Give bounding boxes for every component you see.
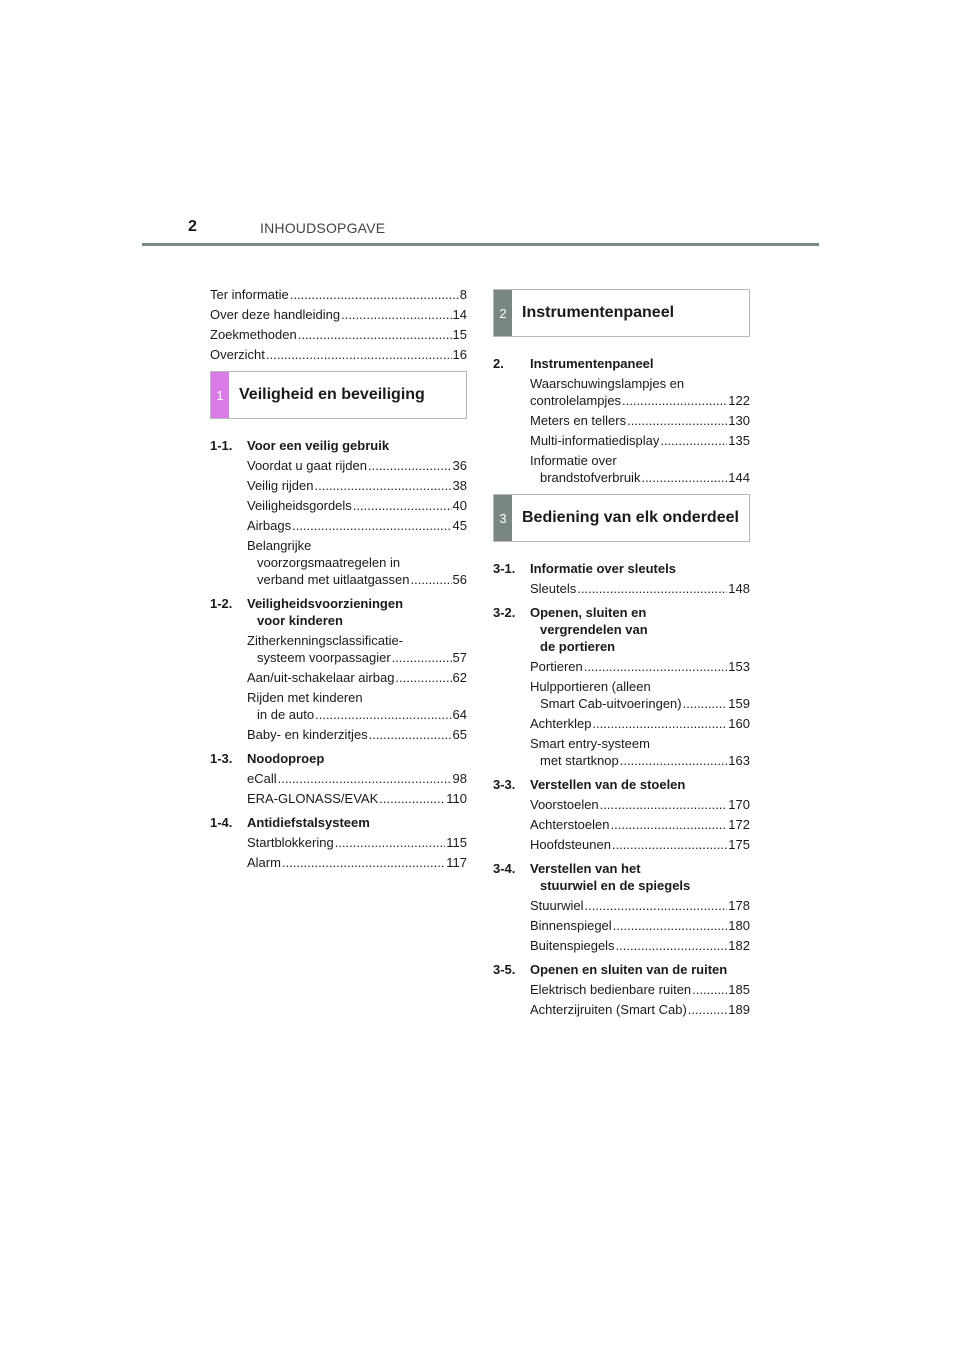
section-title: Instrumentenpaneel [522, 304, 675, 321]
toc-entry[interactable] [210, 347, 467, 367]
toc-entry[interactable]: Achterstoelen ..... 172 [530, 816, 750, 833]
header-rule [142, 243, 819, 246]
group-number: 1-1. [210, 438, 233, 453]
toc-entry[interactable]: Voorstoelen ..... 170 [530, 796, 750, 813]
group-title[interactable]: Veiligheidsvoorzieningen voor kinderen [247, 596, 404, 628]
toc-group: 3-5. Openen en sluiten van de ruiten Elektrisch bedienbare ruiten ..... 185 Achterzijruiten (Smart Cab) ..... 189 [493, 961, 750, 1018]
page-number: 2 [188, 218, 197, 235]
toc-entry[interactable]: Binnenspiegel ..... 180 [530, 917, 750, 934]
toc-entry[interactable]: Rijden met kinderen in de auto ..... 64 [247, 689, 467, 723]
section-header-1[interactable] [210, 371, 467, 419]
toc-entry[interactable]: Startblokkering ..... 115 [247, 834, 467, 851]
group-title[interactable]: Antidiefstalsysteem [247, 815, 370, 830]
section-title: Bediening van elk onderdeel [522, 509, 739, 526]
toc-group: 3-2. Openen, sluiten en vergrendelen van de portieren Portieren ..... 153 Hulpportieren (alleen Smart Cab-uitvoeringen) ..... 159 Achterklep ..... 160 Smart entry-systeem met startknop ..... 163 [493, 604, 750, 769]
toc-entry[interactable]: Hulpportieren (alleen Smart Cab-uitvoeringen) ..... 159 [530, 678, 750, 712]
toc-entry[interactable]: Stuurwiel ..... 178 [530, 897, 750, 914]
entry-page: 8 [459, 287, 467, 302]
toc-entry[interactable]: eCall ..... 98 [247, 770, 467, 787]
toc-group: 1-4. Antidiefstalsysteem Startblokkering ..... 115 Alarm ..... 117 [210, 814, 467, 871]
toc-entry[interactable]: Informatie over brandstofverbruik ..... 144 [530, 452, 750, 486]
section-tab: 1 [211, 372, 229, 418]
toc-entry[interactable] [210, 287, 467, 307]
group-title[interactable]: Voor een veilig gebruik [247, 438, 390, 453]
toc-entry[interactable]: Belangrijke voorzorgsmaatregelen in verband met uitlaatgassen ..... 56 [247, 537, 467, 588]
toc-group: 3-1. Informatie over sleutels Sleutels ..... 148 [493, 560, 750, 597]
group-title[interactable]: Openen en sluiten van de ruiten [530, 962, 728, 977]
toc-group: 1-2. Veiligheidsvoorzieningen voor kinderen Zitherkenningsclassificatie- systeem voorpassagier ..... 57 Aan/uit-schakelaar airbag ..... 62 Rijden met kinderen in de auto ..... 64 Baby- en kinderzitjes ..... 65 [210, 595, 467, 743]
toc-entry[interactable]: Meters en tellers ..... 130 [530, 412, 750, 429]
toc-entry[interactable]: Veilig rijden ..... 38 [247, 477, 467, 494]
entry-page: 15 [452, 327, 467, 342]
group-title[interactable]: Verstellen van de stoelen [530, 777, 686, 792]
toc-entry[interactable]: Voordat u gaat rijden ..... 36 [247, 457, 467, 474]
page-title: INHOUDSOPGAVE [260, 220, 386, 236]
toc-entry[interactable]: Baby- en kinderzitjes ..... 65 [247, 726, 467, 743]
toc-entry[interactable]: Elektrisch bedienbare ruiten ..... 185 [530, 981, 750, 998]
entry-page: 14 [452, 307, 467, 322]
group-title[interactable]: Noodoproep [247, 751, 325, 766]
toc-entry[interactable]: Airbags ..... 45 [247, 517, 467, 534]
toc-entry[interactable]: Sleutels ..... 148 [530, 580, 750, 597]
toc-entry[interactable] [210, 307, 467, 327]
group-title[interactable]: Informatie over sleutels [530, 561, 676, 576]
toc-entry[interactable]: Aan/uit-schakelaar airbag ..... 62 [247, 669, 467, 686]
toc-entry[interactable]: Waarschuwingslampjes en controlelampjes ..... 122 [530, 375, 750, 409]
toc-entry[interactable]: Alarm ..... 117 [247, 854, 467, 871]
toc-entry[interactable]: Portieren ..... 153 [530, 658, 750, 675]
section-tab: 3 [494, 495, 512, 541]
toc-group: 1-3. Noodoproep eCall ..... 98 ERA-GLONASS/EVAK ..... 110 [210, 750, 467, 807]
toc-entry[interactable]: Zitherkenningsclassificatie- systeem voorpassagier ..... 57 [247, 632, 467, 666]
toc-entry[interactable]: Achterzijruiten (Smart Cab) ..... 189 [530, 1001, 750, 1018]
toc-entry[interactable]: Hoofdsteunen ..... 175 [530, 836, 750, 853]
section-header-2[interactable] [493, 289, 750, 337]
entry-label: Over deze handleiding [210, 307, 341, 322]
toc-entry[interactable]: Smart entry-systeem met startknop ..... 163 [530, 735, 750, 769]
toc-group: 3-3. Verstellen van de stoelen Voorstoelen ..... 170 Achterstoelen ..... 172 Hoofdsteunen ..... 175 [493, 776, 750, 853]
toc-entry[interactable]: Buitenspiegels ..... 182 [530, 937, 750, 954]
toc-right-column [493, 289, 750, 1025]
toc-entry[interactable] [210, 327, 467, 347]
entry-label: Ter informatie [210, 287, 289, 302]
toc-entry[interactable]: Veiligheidsgordels ..... 40 [247, 497, 467, 514]
toc-group [210, 437, 467, 588]
toc-group: 2. Instrumentenpaneel Waarschuwingslampjes en controlelampjes ..... 122 Meters en tellers ..... 130 Multi-informatiedisplay ..... 135 Informatie over brandstofverbruik ..... 144 [493, 355, 750, 486]
toc-entry[interactable]: Multi-informatiedisplay ..... 135 [530, 432, 750, 449]
toc-left-column [210, 287, 467, 878]
group-title[interactable]: Instrumentenpaneel [530, 356, 654, 371]
group-title[interactable]: Verstellen van het stuurwiel en de spiegels [530, 861, 691, 893]
group-title[interactable]: Openen, sluiten en vergrendelen van de portieren [530, 605, 648, 654]
section-header-3[interactable] [493, 494, 750, 542]
entry-page: 16 [452, 347, 467, 362]
toc-entry[interactable]: ERA-GLONASS/EVAK ..... 110 [247, 790, 467, 807]
section-title: Veiligheid en beveiliging [239, 386, 425, 403]
entry-label: Overzicht [210, 347, 265, 362]
toc-group: 3-4. Verstellen van het stuurwiel en de spiegels Stuurwiel ..... 178 Binnenspiegel ..... 180 Buitenspiegels ..... 182 [493, 860, 750, 954]
section-tab: 2 [494, 290, 512, 336]
entry-label: Zoekmethoden [210, 327, 297, 342]
toc-entry[interactable]: Achterklep ..... 160 [530, 715, 750, 732]
